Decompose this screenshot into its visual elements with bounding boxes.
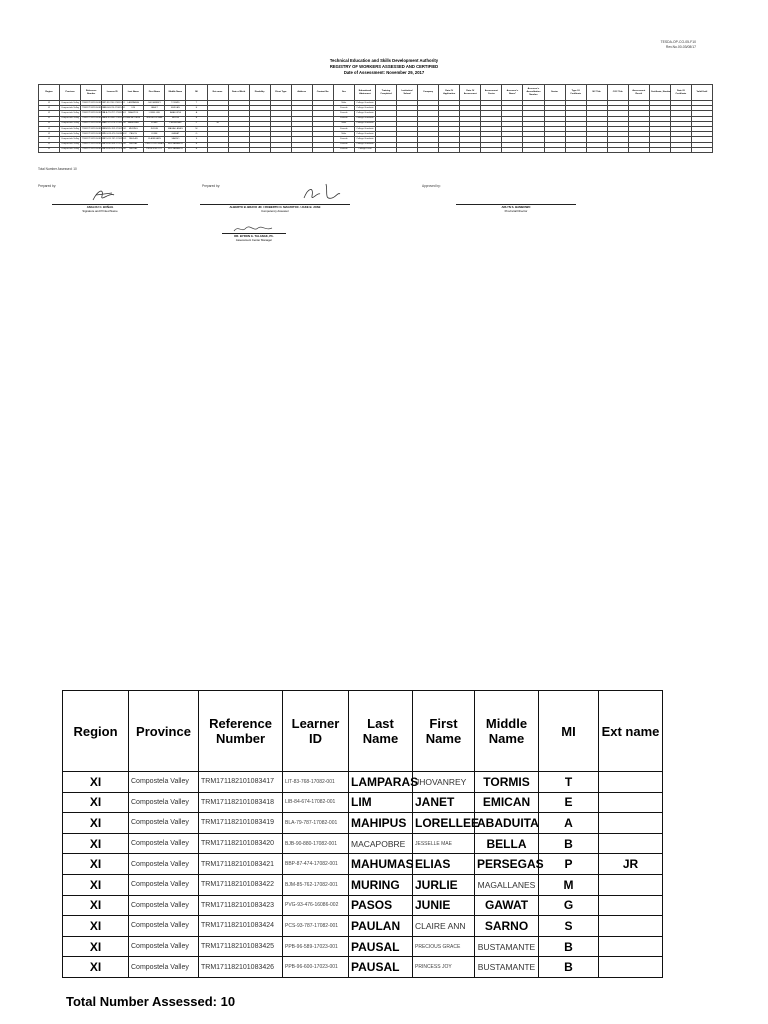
column-header: Region	[39, 85, 60, 101]
learner-id-cell: BBP-87-474-17082-001	[283, 854, 349, 875]
reference-number-cell: TRM171182101083424	[199, 916, 283, 937]
table-cell: MAGALLANES	[165, 126, 186, 131]
form-number: TESDA-OP-CO-05-F10	[660, 40, 696, 44]
table-cell: PPB-96-589-17023-001	[102, 142, 123, 147]
table-cell	[649, 147, 670, 152]
table-cell: PERSEGAS	[165, 121, 186, 126]
total-assessed: Total Number Assessed: 10	[66, 994, 236, 1009]
table-cell: College Graduate	[354, 142, 375, 147]
middle-name-cell: MAGALLANES	[475, 874, 539, 895]
table-cell: BUSTAMANTE	[165, 147, 186, 152]
table-cell: JURLIE	[144, 126, 165, 131]
column-header: MI	[539, 691, 599, 772]
column-header: Type Of Certificate	[565, 85, 586, 101]
table-cell	[565, 147, 586, 152]
table-cell	[228, 147, 249, 152]
table-cell: BUSTAMANTE	[165, 142, 186, 147]
table-cell	[523, 147, 544, 152]
table-cell: ELIAS	[144, 121, 165, 126]
column-header: Middle Name	[475, 691, 539, 772]
first-name-cell: PRECIOUS GRACE	[413, 936, 475, 957]
learner-id-cell: PCS-93-787-17082-001	[283, 916, 349, 937]
province-cell: Compostela Valley	[129, 772, 199, 793]
assessor-role: Competency Assessor	[261, 209, 289, 213]
learner-id-cell: BLA-79-787-17082-001	[283, 813, 349, 834]
column-header: Region	[63, 691, 129, 772]
table-cell	[376, 147, 397, 152]
table-row	[63, 957, 663, 978]
reference-number-cell: TRM171182101083423	[199, 895, 283, 916]
last-name-cell: MACAPOBRE	[349, 833, 413, 854]
middle-initial-cell: S	[539, 916, 599, 937]
table-cell: BBP-87-474-17082-001	[102, 121, 123, 126]
approver-name: ARLYN S. BAMBOWO	[501, 205, 531, 209]
table-cell: JANET	[144, 106, 165, 111]
table-cell	[691, 147, 712, 152]
reference-number-cell: TRM171182101083420	[199, 833, 283, 854]
ext-name-cell	[599, 957, 663, 978]
preparer-name: ANALOU C. BUÑAG	[86, 205, 114, 209]
zoom-body	[63, 772, 663, 978]
table-cell: Compostela Valley	[60, 111, 81, 116]
registry-body	[39, 101, 713, 153]
table-cell: PRECIOUS GRACE	[144, 142, 165, 147]
table-cell: XI	[39, 121, 60, 126]
column-header: Assessor's Accreditation Number	[523, 85, 544, 101]
table-cell: XI	[39, 132, 60, 137]
province-cell: Compostela Valley	[129, 792, 199, 813]
column-header: Assessment Result	[628, 85, 649, 101]
preparer-role: Signature and Printed Name	[82, 209, 118, 213]
middle-name-cell: PERSEGAS	[475, 854, 539, 875]
document-code	[661, 40, 696, 50]
first-name-cell: JANET	[413, 792, 475, 813]
table-cell: Female	[333, 116, 354, 121]
province-cell: Compostela Valley	[129, 833, 199, 854]
table-cell: LORELLEE	[144, 111, 165, 116]
table-cell: Compostela Valley	[60, 137, 81, 142]
first-name-cell: JURLIE	[413, 874, 475, 895]
signature-mark-1	[90, 186, 118, 204]
column-header: Reference Number	[199, 691, 283, 772]
province-cell: Compostela Valley	[129, 874, 199, 895]
region-cell: XI	[63, 936, 129, 957]
table-cell: MAHUMAS	[123, 121, 144, 126]
column-header: Last Name	[349, 691, 413, 772]
table-cell: PAUSAL	[123, 142, 144, 147]
learner-id-cell: LIT-83-768-17082-001	[283, 772, 349, 793]
revision-number: Rev.No.00-03/08/17	[665, 45, 696, 49]
table-row	[63, 772, 663, 793]
table-cell: BJM-85-762-17082-001	[102, 126, 123, 131]
table-cell: MAHIPUS	[123, 111, 144, 116]
middle-initial-cell: E	[539, 792, 599, 813]
table-cell: TRM171182101083422	[81, 126, 102, 131]
table-cell: Compostela Valley	[60, 116, 81, 121]
table-cell: TRM171182101083420	[81, 116, 102, 121]
table-cell: TORMIS	[165, 101, 186, 106]
column-header: Assessor's Name*	[502, 85, 523, 101]
region-cell: XI	[63, 772, 129, 793]
middle-initial-cell: B	[539, 833, 599, 854]
table-cell	[207, 147, 228, 152]
ext-name-cell	[599, 874, 663, 895]
first-name-cell: JESSELLE MAE	[413, 833, 475, 854]
table-cell	[481, 147, 502, 152]
column-header: COC Title	[607, 85, 628, 101]
reference-number-cell: TRM171182101083421	[199, 854, 283, 875]
table-cell: E	[186, 106, 207, 111]
table-cell: Male	[333, 121, 354, 126]
region-cell: XI	[63, 813, 129, 834]
table-cell: G	[186, 132, 207, 137]
table-cell	[607, 147, 628, 152]
middle-initial-cell: T	[539, 772, 599, 793]
province-cell: Compostela Valley	[129, 854, 199, 875]
table-cell: Male	[333, 132, 354, 137]
last-name-cell: PASOS	[349, 895, 413, 916]
middle-name-cell: BELLA	[475, 833, 539, 854]
table-row	[63, 833, 663, 854]
table-cell: GAWAT	[165, 132, 186, 137]
agency-name: Technical Education and Skills Development Authority	[329, 58, 439, 63]
table-cell: College Graduate	[354, 116, 375, 121]
table-cell: LIM	[123, 106, 144, 111]
table-cell: College Graduate	[354, 121, 375, 126]
column-header: Educational Attainment	[354, 85, 375, 101]
column-header: Valid Until	[691, 85, 712, 101]
table-cell: MURING	[123, 126, 144, 131]
first-name-cell: JUNIE	[413, 895, 475, 916]
last-name-cell: PAUSAL	[349, 957, 413, 978]
table-cell	[397, 147, 418, 152]
learner-id-cell: PPB-96-600-17023-001	[283, 957, 349, 978]
table-cell: Female	[333, 137, 354, 142]
last-name-cell: MAHIPUS	[349, 813, 413, 834]
signature-block-approver	[456, 204, 576, 213]
table-cell	[439, 147, 460, 152]
assessment-date: Date of Assessment: November 29, 2017	[343, 70, 425, 75]
table-cell: XI	[39, 111, 60, 116]
last-name-cell: PAULAN	[349, 916, 413, 937]
reference-number-cell: TRM171182101083418	[199, 792, 283, 813]
table-cell: TRM171182101083417	[81, 101, 102, 106]
column-header: Ext name	[207, 85, 228, 101]
table-row	[63, 895, 663, 916]
province-cell: Compostela Valley	[129, 895, 199, 916]
ext-name-cell	[599, 916, 663, 937]
table-row	[63, 916, 663, 937]
column-header: Date Of Assessment	[460, 85, 481, 101]
table-cell: College Graduate	[354, 101, 375, 106]
signature-block-assessor	[200, 204, 350, 213]
column-header: Middle Name	[165, 85, 186, 101]
column-header: Ext name	[599, 691, 663, 772]
table-cell	[460, 147, 481, 152]
last-name-cell: LAMPARAS	[349, 772, 413, 793]
first-name-cell: LORELLEE	[413, 813, 475, 834]
table-cell: T	[186, 101, 207, 106]
table-cell: BJB-90-880-17082-001	[102, 116, 123, 121]
table-row	[63, 936, 663, 957]
table-cell: Compostela Valley	[60, 147, 81, 152]
region-cell: XI	[63, 916, 129, 937]
table-cell	[502, 147, 523, 152]
table-cell	[418, 147, 439, 152]
column-header: Province	[129, 691, 199, 772]
column-header: NC Title	[586, 85, 607, 101]
table-cell: Compostela Valley	[60, 126, 81, 131]
table-cell: Compostela Valley	[60, 106, 81, 111]
column-header: Certificate_Number	[649, 85, 670, 101]
table-cell: XI	[39, 116, 60, 121]
column-header: Institution/ School	[397, 85, 418, 101]
first-name-cell: PRINCESS JOY	[413, 957, 475, 978]
column-header: Address	[291, 85, 312, 101]
table-cell: B	[186, 116, 207, 121]
table-cell: JR	[207, 121, 228, 126]
ext-name-cell	[599, 813, 663, 834]
learner-id-cell: PPB-96-589-17023-001	[283, 936, 349, 957]
last-name-cell: MURING	[349, 874, 413, 895]
middle-initial-cell: B	[539, 957, 599, 978]
table-cell: XI	[39, 147, 60, 152]
column-header: Training Completed	[376, 85, 397, 101]
table-cell: MACAPOBRE	[123, 116, 144, 121]
table-cell: Compostela Valley	[60, 101, 81, 106]
learner-id-cell: PVG-93-476-16086-002	[283, 895, 349, 916]
column-header: First Name	[413, 691, 475, 772]
table-cell: TRM171182101083418	[81, 106, 102, 111]
table-cell: College Graduate	[354, 137, 375, 142]
table-cell: LIT-83-768-17082-001	[102, 101, 123, 106]
prepared-by-label-1: Prepared by:	[38, 184, 57, 188]
table-cell: College Graduate	[354, 111, 375, 116]
table-cell: College Graduate	[354, 132, 375, 137]
region-cell: XI	[63, 895, 129, 916]
table-cell: B	[186, 147, 207, 152]
prepared-by-label-2: Prepared by:	[202, 184, 221, 188]
table-row	[63, 813, 663, 834]
table-cell: ABADUITA	[165, 111, 186, 116]
reference-number-cell: TRM171182101083417	[199, 772, 283, 793]
table-cell: PVG-93-476-16086-002	[102, 132, 123, 137]
center-manager-role: Assessment Center Manager	[235, 238, 273, 242]
learner-id-cell: BJM-85-762-17082-001	[283, 874, 349, 895]
province-cell: Compostela Valley	[129, 936, 199, 957]
middle-name-cell: BUSTAMANTE	[475, 936, 539, 957]
table-cell: TRM171182101083425	[81, 142, 102, 147]
table-cell: College Level	[354, 147, 375, 152]
table-cell: College Graduate	[354, 106, 375, 111]
middle-initial-cell: A	[539, 813, 599, 834]
table-cell: M	[186, 126, 207, 131]
column-header: Date of Birth	[228, 85, 249, 101]
column-header: MI	[186, 85, 207, 101]
approved-by-label: Approved by:	[422, 184, 441, 188]
document-title: REGISTRY OF WORKERS ASSESSED AND CERTIFIED	[329, 64, 439, 69]
column-header: Learner ID	[102, 85, 123, 101]
column-header: Learner ID	[283, 691, 349, 772]
middle-name-cell: TORMIS	[475, 772, 539, 793]
signature-mark-2	[302, 182, 342, 204]
table-cell: LAMPARAS	[123, 101, 144, 106]
first-name-cell: CLAIRE ANN	[413, 916, 475, 937]
center-manager-name: DR. BYRON G. TALANAK, Ph.	[234, 234, 274, 238]
column-header: Province	[60, 85, 81, 101]
table-cell: Compostela Valley	[60, 142, 81, 147]
table-cell: PASOS	[123, 132, 144, 137]
region-cell: XI	[63, 792, 129, 813]
province-cell: Compostela Valley	[129, 813, 199, 834]
table-cell: Female	[333, 106, 354, 111]
column-header: Reference Number	[81, 85, 102, 101]
ext-name-cell	[599, 936, 663, 957]
table-cell: XI	[39, 101, 60, 106]
learner-id-cell: BJB-90-880-17082-001	[283, 833, 349, 854]
table-cell: TRM171182101083419	[81, 111, 102, 116]
table-cell: TRM171182101083423	[81, 132, 102, 137]
region-cell: XI	[63, 833, 129, 854]
reference-number-cell: TRM171182101083422	[199, 874, 283, 895]
table-cell: PCS-93-787-17082-001	[102, 137, 123, 142]
middle-initial-cell: B	[539, 936, 599, 957]
ext-name-cell	[599, 895, 663, 916]
table-cell: JHOVANREY	[144, 101, 165, 106]
document-header	[0, 58, 768, 76]
middle-name-cell: EMICAN	[475, 792, 539, 813]
table-cell: Male	[333, 101, 354, 106]
last-name-cell: MAHUMAS	[349, 854, 413, 875]
table-cell: JUNIE	[144, 132, 165, 137]
signature-block-center-manager	[222, 233, 286, 242]
table-cell: Female	[333, 126, 354, 131]
table-cell: TRM171182101083426	[81, 147, 102, 152]
province-cell: Compostela Valley	[129, 916, 199, 937]
table-cell: XI	[39, 142, 60, 147]
middle-name-cell: ABADUITA	[475, 813, 539, 834]
table-cell: JESSELLE MAE	[144, 116, 165, 121]
table-cell: XI	[39, 126, 60, 131]
table-cell	[670, 147, 691, 152]
table-cell	[586, 147, 607, 152]
ext-name-cell	[599, 792, 663, 813]
table-cell: EMICAN	[165, 106, 186, 111]
region-cell: XI	[63, 854, 129, 875]
column-header: Sex	[333, 85, 354, 101]
table-cell: Compostela Valley	[60, 121, 81, 126]
reference-number-cell: TRM171182101083419	[199, 813, 283, 834]
table-cell	[270, 147, 291, 152]
column-header: Sector	[544, 85, 565, 101]
table-cell: BELLA	[165, 116, 186, 121]
zoom-header-row	[63, 691, 663, 772]
table-cell	[312, 147, 333, 152]
column-header: Client Type	[270, 85, 291, 101]
table-row	[39, 147, 713, 152]
first-name-cell: JHOVANREY	[413, 772, 475, 793]
middle-initial-cell: P	[539, 854, 599, 875]
table-cell: B	[186, 142, 207, 147]
middle-initial-cell: G	[539, 895, 599, 916]
table-cell: College Graduate	[354, 126, 375, 131]
table-cell: TRM171182101083424	[81, 137, 102, 142]
ext-name-cell: JR	[599, 854, 663, 875]
last-name-cell: LIM	[349, 792, 413, 813]
table-cell: Female	[333, 111, 354, 116]
table-cell: Female	[333, 142, 354, 147]
middle-name-cell: GAWAT	[475, 895, 539, 916]
table-cell: SARNO	[165, 137, 186, 142]
table-cell: PAUSAL	[123, 147, 144, 152]
reference-number-cell: TRM171182101083426	[199, 957, 283, 978]
table-cell: A	[186, 111, 207, 116]
table-cell: TRM171182101083421	[81, 121, 102, 126]
learner-id-cell: LIB-84-674-17082-001	[283, 792, 349, 813]
region-cell: XI	[63, 957, 129, 978]
table-cell: XI	[39, 137, 60, 142]
registry-total: Total Number Assessed: 10	[38, 167, 77, 171]
registry-table	[38, 84, 713, 153]
region-cell: XI	[63, 874, 129, 895]
table-row	[63, 874, 663, 895]
reference-number-cell: TRM171182101083425	[199, 936, 283, 957]
table-row	[63, 854, 663, 875]
table-cell: S	[186, 137, 207, 142]
table-cell: XI	[39, 106, 60, 111]
first-name-cell: ELIAS	[413, 854, 475, 875]
column-header: Date Of Application	[439, 85, 460, 101]
table-cell: PRINCESS JOY	[144, 147, 165, 152]
column-header: Disability	[249, 85, 270, 101]
table-cell: CLAIRE ANN	[144, 137, 165, 142]
column-header: Date Of Certificate	[670, 85, 691, 101]
province-cell: Compostela Valley	[129, 957, 199, 978]
column-header: Company	[418, 85, 439, 101]
table-cell	[249, 147, 270, 152]
table-cell: Compostela Valley	[60, 132, 81, 137]
middle-name-cell: SARNO	[475, 916, 539, 937]
table-row	[63, 792, 663, 813]
last-name-cell: PAUSAL	[349, 936, 413, 957]
signature-block-preparer	[52, 204, 148, 213]
table-cell	[628, 147, 649, 152]
table-cell: LIB-84-674-17082-001	[102, 106, 123, 111]
ext-name-cell	[599, 833, 663, 854]
table-cell: PPB-96-600-17023-001	[102, 147, 123, 152]
column-header: Last Name	[123, 85, 144, 101]
registry-zoom-table	[62, 690, 663, 978]
column-header: Assessment Center	[481, 85, 502, 101]
assessor-names: ALBERTO B. BRAVO JR. / ROBERTO O. MAGPATOC / JAKE B. JOSE	[229, 205, 321, 209]
table-cell	[291, 147, 312, 152]
table-cell: PAULAN	[123, 137, 144, 142]
middle-initial-cell: M	[539, 874, 599, 895]
table-cell: BLA-79-787-17082-001	[102, 111, 123, 116]
table-cell: Female	[333, 147, 354, 152]
ext-name-cell	[599, 772, 663, 793]
column-header: First Name	[144, 85, 165, 101]
middle-name-cell: BUSTAMANTE	[475, 957, 539, 978]
registry-header-row	[39, 85, 713, 101]
approver-role: Provincial Director	[504, 209, 528, 213]
table-cell: P	[186, 121, 207, 126]
column-header: Contact No.	[312, 85, 333, 101]
table-cell	[544, 147, 565, 152]
